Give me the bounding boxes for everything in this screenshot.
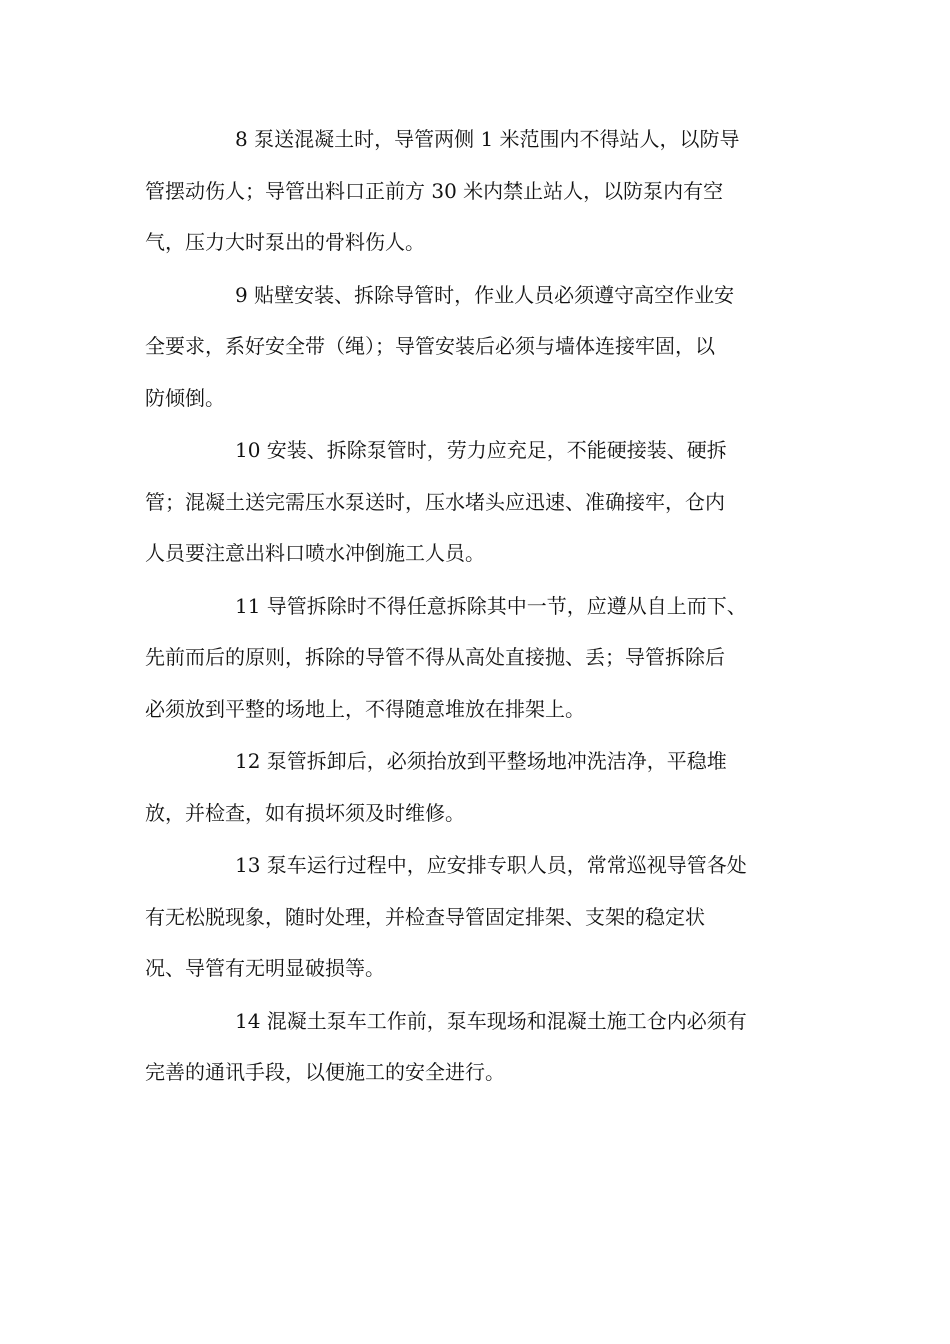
paragraph-10 [145, 425, 805, 580]
paragraph-12 [145, 736, 805, 839]
paragraph-line: 管；混凝土送完需压水泵送时，压水堵头应迅速、准确接牢，仓内 [145, 489, 725, 514]
document-body [145, 114, 805, 1100]
paragraph-14 [145, 996, 805, 1099]
paragraph-line: 13 泵车运行过程中，应安排专职人员，常常巡视导管各处 [235, 853, 747, 877]
paragraph-13 [145, 840, 805, 995]
paragraph-11 [145, 581, 805, 736]
paragraph-line: 人员要注意出料口喷水冲倒施工人员。 [145, 541, 485, 565]
paragraph-line: 11 导管拆除时不得任意拆除其中一节，应遵从自上而下、 [235, 593, 747, 618]
paragraph-line: 完善的通讯手段，以便施工的安全进行。 [145, 1060, 505, 1084]
paragraph-8 [145, 114, 805, 269]
paragraph-line: 10 安装、拆除泵管时，劳力应充足，不能硬接装、硬拆 [235, 438, 727, 462]
paragraph-line: 8 泵送混凝土时，导管两侧 1 米范围内不得站人，以防导 [235, 127, 740, 151]
paragraph-line: 9 贴壁安装、拆除导管时，作业人员必须遵守高空作业安 [235, 282, 735, 307]
paragraph-line: 全要求，系好安全带（绳）；导管安装后必须与墙体连接牢固，以 [145, 334, 715, 358]
paragraph-9 [145, 270, 805, 425]
paragraph-line: 先前而后的原则，拆除的导管不得从高处直接抛、丢；导管拆除后 [145, 645, 725, 669]
paragraph-line: 14 混凝土泵车工作前，泵车现场和混凝土施工仓内必须有 [235, 1008, 747, 1033]
paragraph-line: 况、导管有无明显破损等。 [145, 956, 385, 980]
paragraph-line: 有无松脱现象，随时处理，并检查导管固定排架、支架的稳定状 [145, 904, 705, 929]
paragraph-line: 防倾倒。 [145, 385, 225, 410]
paragraph-line: 12 泵管拆卸后，必须抬放到平整场地冲洗洁净，平稳堆 [235, 749, 727, 773]
paragraph-line: 气，压力大时泵出的骨料伤人。 [145, 230, 425, 254]
paragraph-line: 放，并检查，如有损坏须及时维修。 [145, 800, 465, 825]
paragraph-line: 必须放到平整的场地上，不得随意堆放在排架上。 [145, 696, 585, 721]
paragraph-line: 管摆动伤人；导管出料口正前方 30 米内禁止站人，以防泵内有空 [145, 178, 724, 203]
